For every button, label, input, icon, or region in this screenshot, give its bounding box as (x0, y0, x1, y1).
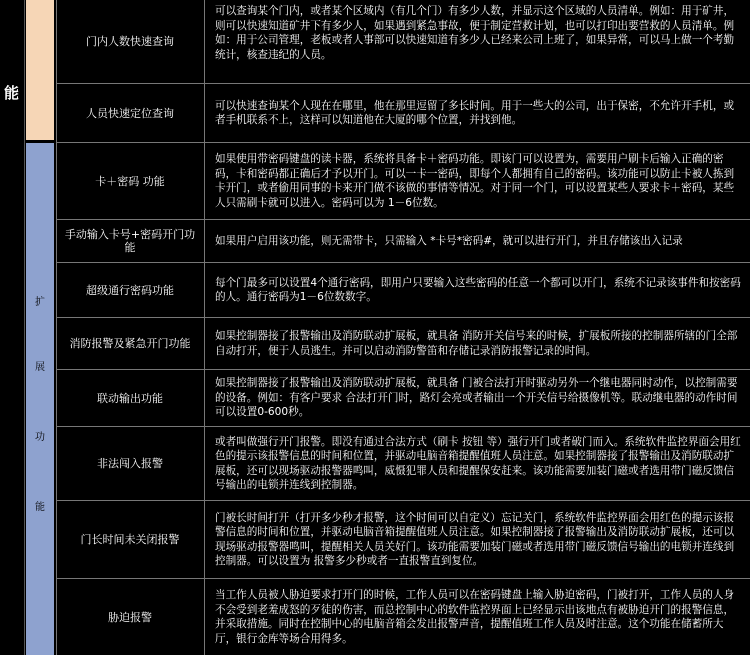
band-char: 能 (35, 502, 45, 513)
table-row (57, 501, 750, 579)
table-row (57, 579, 750, 655)
feature-description: 每个门最多可以设置4个通行密码，即用户只要输入这些密码的任意一个都可以开门，系统不记录该事件和按密码的人。通行密码为1－6位数数字。 (215, 276, 741, 303)
feature-name: 门内人数快速查询 (86, 35, 174, 48)
feature-name: 门长时间未关闭报警 (80, 533, 180, 546)
feature-name: 胁迫报警 (108, 610, 152, 624)
feature-description: 当工作人员被人胁迫要求打开门的时候，工作人员可以在密码键盘上输入胁迫密码，门被打开，工作人员的人身不会受到老羞成怒的歹徒的伤害，而总控制中心的软件监控界面上已经显示出该地点有被胁迫开门的报警信息，并采取措施。同时在控制中心的电脑音箱会发出报警声音，提醒值班工作人员及时注意。这个功能在储蓄所大厅，银行金库等场合用得多。 (215, 589, 735, 645)
feature-description: 门被长时间打开（打开多少秒才报警，这个时间可以自定义）忘记关门，系统软件监控界面会用红色的提示该报警信息的时间和位置，并驱动电脑音箱提醒值班人员注意。如果控制器接了报警输出及消防联动扩展板，还可以现场驱动报警器鸣叫，提醒相关人员关好门。该功能需要加装门磁或者选用带门磁反馈信号输出的电锁并连线到控制器。可以设置为 报警多少秒或者一直报警直到复位。 (215, 511, 735, 567)
category-band-basic (26, 0, 54, 140)
feature-name: 卡＋密码 功能 (95, 174, 165, 188)
feature-description: 如果控制器接了报警输出及消防联动扩展板，就具备 消防开关信号来的时候，扩展板所接的控制器所辖的门全部自动打开，便于人员逃生。并可以启动消防警笛和存储记录消防报警记录的时间。 (215, 330, 738, 357)
feature-name: 手动输入卡号+密码开门功能 (64, 228, 196, 254)
band-char: 功 (35, 432, 45, 443)
feature-description: 可以快速查询某个人现在在哪里，他在那里逗留了多长时间。用于一些大的公司，出于保密，不允许开手机，或者手机联系不上，这样可以知道他在大厦的哪个位置，并找到他。 (215, 99, 735, 126)
band-char: 扩 (35, 297, 45, 308)
table-row (57, 143, 750, 220)
table-row (57, 220, 750, 263)
category-band-extended (26, 143, 54, 655)
band-char: 展 (35, 362, 45, 373)
feature-description: 如果使用带密码键盘的读卡器，系统将具备卡＋密码功能。即该门可以设置为，需要用户刷卡后输入正确的密码，卡和密码都正确后才予以开门。可以一卡一密码，即每个人都拥有自己的密码。该功能可以防止卡被人拣到卡开门，或者偷用同事的卡来开门做不该做的事情等情况。对于同一个门，可以设置某些人要求卡＋密码，某些人只需刷卡就可以进入。密码可以为 1－6位数。 (215, 153, 735, 209)
feature-name: 超级通行密码功能 (86, 283, 174, 297)
table-row (57, 427, 750, 501)
feature-description: 如果用户启用该功能，则无需带卡，只需输入 *卡号*密码#，就可以进行开门，并且存储该出入记录 (215, 234, 683, 247)
table-row (57, 370, 750, 427)
feature-description: 可以查询某个门内，或者某个区域内（有几个门）有多少人数，并显示这个区域的人员清单。例如：用于矿井，则可以快速知道矿井下有多少人，如果遇到紧急事故，便于制定营救计划，也可以打印出要营救的人员清单。例如：用于公司管理，老板或者人事部可以快速知道有多少人已经来公司上班了，如果异常，可以马上做一个考勤统计，核查违纪的人员。 (215, 5, 735, 61)
feature-description: 或者叫做强行开门报警。即没有通过合法方式（刷卡 按钮 等）强行开门或者破门而入。系统软件监控界面会用红色的提示该报警信息的时间和位置，并驱动电脑音箱提醒值班人员注意。如果控制器接了报警输出及消防联动扩展板，还可以现场驱动报警器鸣叫，威慑犯罪人员和提醒保安赶来。该功能需要加装门磁或者选用带门磁反馈信号输出的电锁并连线到控制器。 (215, 435, 741, 491)
table-row (57, 318, 750, 370)
section-label: 能 (4, 84, 20, 102)
feature-name: 联动输出功能 (97, 391, 163, 405)
feature-name: 人员快速定位查询 (86, 106, 174, 120)
feature-name: 消防报警及紧急开门功能 (69, 337, 191, 350)
feature-name: 非法闯入报警 (97, 457, 163, 470)
feature-description: 如果控制器接了报警输出及消防联动扩展板，就具备 门被合法打开时驱动另外一个继电器同时动作，以控制需要的设备。例如：有客户要求 合法打开门时，路灯会亮或者输出一个开关信号给摄像机等。联动继电器的动作时间可以设置0-600秒。 (215, 377, 738, 419)
table-row (57, 84, 750, 143)
table-row (57, 0, 750, 84)
section-label-strip (0, 0, 25, 655)
table-row (57, 263, 750, 318)
